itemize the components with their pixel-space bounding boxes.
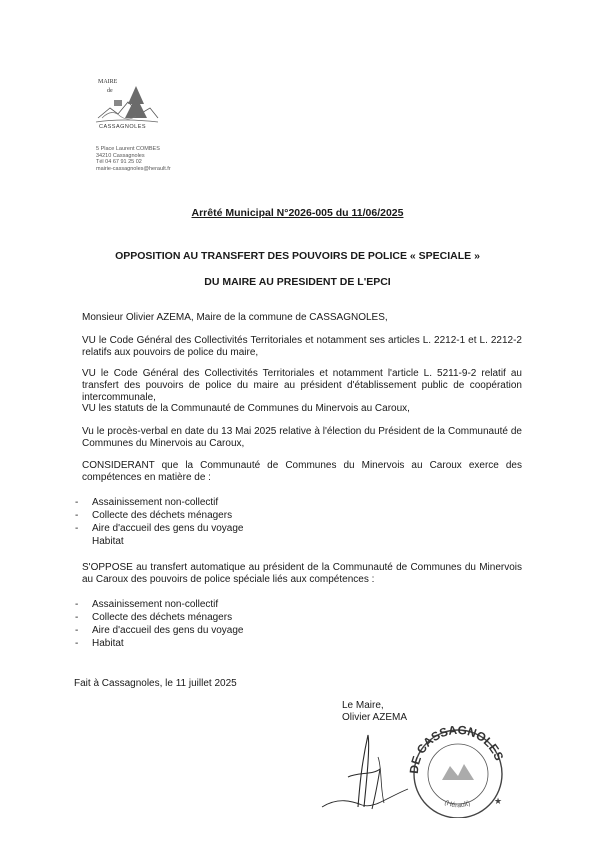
considerant-paragraph: CONSIDERANT que la Communauté de Communes du Minervois au Caroux exerce des compétences en matière de : [82,460,522,483]
logo-de-text: de [107,88,113,94]
logo-mairie-text: MAIRE [98,79,118,85]
list-item: - Aire d'accueil des gens du voyage [75,522,243,535]
vu-paragraph-3: VU les statuts de la Communauté de Communes du Minervois au Caroux, [82,403,410,414]
list-item: - Collecte des déchets ménagers [75,611,243,624]
main-title-line1: OPPOSITION AU TRANSFERT DES POUVOIRS DE POLICE « SPECIALE » [115,250,480,262]
list-item: Habitat [92,536,124,547]
handwritten-signature [318,727,414,815]
stamp-subtext: (Hérault) [443,799,472,810]
vu-paragraph-2: VU le Code Général des Collectivités Territoriales et notamment l'article L. 5211-9-2 relatif au transfert des pouvoirs de police du maire au président d'établissement public de coopération intercommunale, [82,368,522,403]
competences-list-2 [75,598,243,650]
main-title-line2: DU MAIRE AU PRESIDENT DE L'EPCI [204,276,391,288]
list-item: - Assainissement non-collectif [75,496,243,509]
list-item: - Collecte des déchets ménagers [75,509,243,522]
list-item: - Habitat [75,637,243,650]
svg-text:★: ★ [494,796,503,806]
list-item: - Assainissement non-collectif [75,598,243,611]
list-item: - Aire d'accueil des gens du voyage [75,624,243,637]
oppose-paragraph: S'OPPOSE au transfert automatique au président de la Communauté de Communes du Minervois au Caroux des pouvoirs de police spéciale liés aux compétences : [82,562,522,585]
place-date: Fait à Cassagnoles, le 11 juillet 2025 [74,678,237,689]
address-line: mairie-cassagnoles@herault.fr [96,165,171,172]
svg-text:(Hérault) [443,799,471,809]
vu-paragraph-4: Vu le procès-verbal en date du 13 Mai 2025 relative à l'élection du Président de la Communauté de Communes du Minervois au Caroux, [82,426,522,449]
logo-name-text: CASSAGNOLES [99,124,147,130]
competences-list-1 [75,496,243,548]
signer-name: Olivier AZEMA [342,712,408,723]
svg-text:DE CASSAGNOLES [407,723,506,775]
arrete-title: Arrêté Municipal N°2026-005 du 11/06/2025 [191,207,404,219]
address-line: 34210 Cassagnoles [96,152,145,159]
official-stamp [404,718,508,818]
stamp-text: DE CASSAGNOLES [406,722,507,775]
intro-paragraph: Monsieur Olivier AZEMA, Maire de la commune de CASSAGNOLES, [82,312,388,323]
address-line: 5 Place Laurent COMBES [96,146,160,152]
letterhead-address [96,146,171,172]
signer-title: Le Maire, [342,700,384,711]
vu-paragraph-1: VU le Code Général des Collectivités Territoriales et notamment ses articles L. 2212-1 et L. 2212-2 relatifs aux pouvoirs de police du maire, [82,335,522,358]
address-line: Tél 04 67 91 25 02 [96,159,142,166]
